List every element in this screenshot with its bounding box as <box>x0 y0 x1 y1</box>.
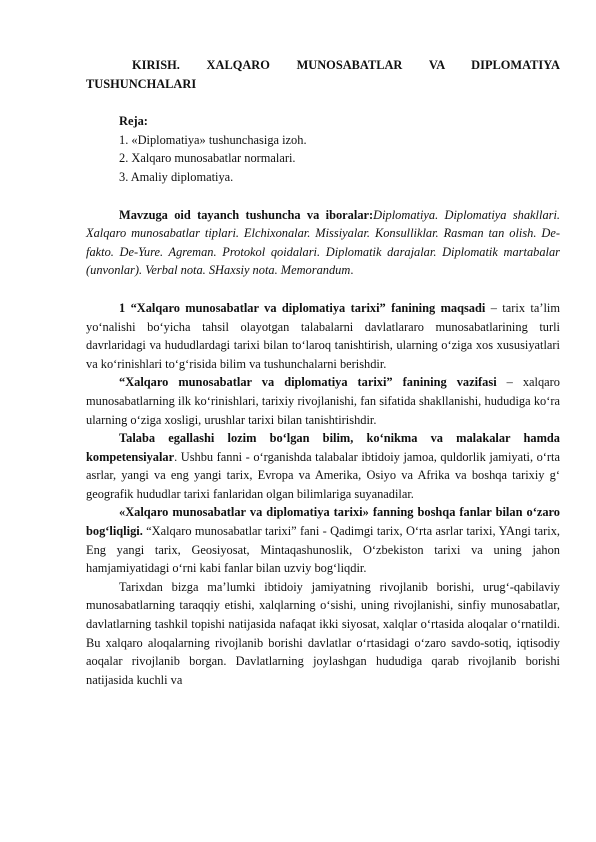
paragraph-text: Tarixdan bizga ma’lumki ibtidoiy jamiyatning rivojlanib borishi, urug‘-qabilaviy munosabatlarning taraqqiy etishi, xalqlarning o‘sishi, uning rivojlanishi, sinfiy munosabatlar, davlatlarning tashkil topishi natijasida nafaqat ikki siyosat, xalqlar o‘rtasida aloqalar o‘rnatildi. Bu xalqaro aloqalarning rivojlanib borishi davlatlar o‘rtasidagi o‘zaro savdo-sotiq, iqtisodiy aoqalar rivojlanib borgan. Davlatlarning joylashgan hududiga qarab rivojlanib borishi natijasida kuchli va <box>86 579 560 687</box>
chapter-title: KIRISH. XALQARO MUNOSABATLAR VA DIPLOMATIYA TUSHUNCHALARI <box>86 58 560 91</box>
plan-section <box>86 112 560 186</box>
plan-item: 3. Amaliy diplomatiya. <box>119 169 234 184</box>
plan-item: 2. Xalqaro munosabatlar normalari. <box>119 151 296 166</box>
spacer <box>86 187 560 206</box>
body-paragraph <box>86 578 560 690</box>
keywords-text: Diplomatiya. Diplomatiya shakllari. Xalqaro munosabatlar tiplari. Elchixonalar. Missiyalar. Konsulliklar. Rasman tan olish. De-fakto. De-Yure. Agreman. Protokol qoidalari. Diplomatik darajalar. Diplomatik martabalar (unvonlar). Verbal nota. SHaxsiy nota. Memorandum <box>86 207 560 278</box>
body-paragraph <box>86 503 560 577</box>
paragraph-text: . Ushbu fanni - o‘rganishda talabalar ibtidoiy jamoa, quldorlik jamiyati, o‘rta asrlar, yangi va eng yangi tarix, Evropa va Amerika, Osiyo va Afrika va boshqa tarixiy g‘ geografik hududlar tarixi fanlaridan olgan bilimlariga suyanadilar. <box>86 449 560 501</box>
plan-item: 1. «Diplomatiya» tushunchasiga izoh. <box>119 132 307 147</box>
body-paragraph <box>86 429 560 503</box>
body-paragraph <box>86 299 560 373</box>
paragraph-lead: Talaba egallashi lozim bo‘lgan bilim, ko‘nikma va malakalar hamda kompetensiyalar <box>86 431 560 464</box>
spacer <box>86 93 560 112</box>
keywords-end: . <box>350 263 354 278</box>
keywords-label: Mavzuga oid tayanch tushuncha va iboralar: <box>119 207 374 222</box>
paragraph-lead: 1 “Xalqaro munosabatlar va diplomatiya tarixi” fanining maqsadi <box>119 300 486 315</box>
paragraph-text: – xalqaro munosabatlarning ilk ko‘rinishlari, tarixiy rivojlanishi, fan sifatida shakllanishi, hududiga ko‘ra ularning o‘ziga xosligi, urushlar tarixi bilan tanishtirishdir. <box>86 375 561 427</box>
paragraph-text: “Xalqaro munosabatlar tarixi” fani - Qadimgi tarix, O‘rta asrlar tarixi, YAngi tarix, Eng yangi tarix, Geosiyosat, Mintaqashunoslik, O‘zbekiston tarixi va uning jahon hamjamiyatidagi o‘rni kabi fanlar bilan uzviy bog‘liqdir. <box>86 524 560 576</box>
body-paragraph <box>86 373 560 429</box>
paragraph-lead: «Xalqaro munosabatlar va diplomatiya tarixi» fanning boshqa fanlar bilan o‘zaro bog‘liqligi. <box>86 505 560 539</box>
paragraph-text: – tarix ta’lim yo‘nalishi bo‘yicha tahsil olayotgan talabalarni davlatlararo munosabatlarining turli davrlaridagi va hududlardagi tarixi bilan to‘laroq tanishtirish, ularning o‘ziga xos xususiyatlari va ko‘rinishlari to‘g‘risida bilim va tushunchalarni berishdir. <box>86 300 560 371</box>
paragraph-lead: “Xalqaro munosabatlar va diplomatiya tarixi” fanining vazifasi <box>119 375 497 390</box>
plan-heading: Reja: <box>119 114 148 129</box>
spacer <box>86 280 560 299</box>
keywords-paragraph <box>86 206 560 280</box>
